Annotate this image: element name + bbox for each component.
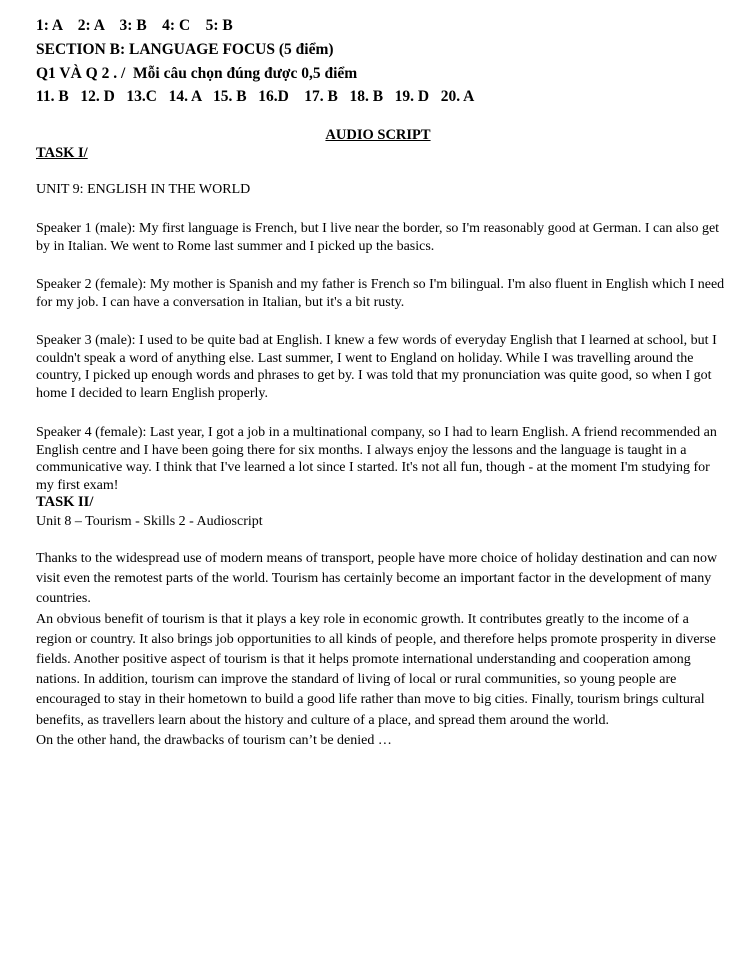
answer-key-line-2: 11. B 12. D 13.C 14. A 15. B 16.D 17. B 18. B 19. D 20. A [36, 88, 475, 105]
task-1-heading: TASK I/ [36, 145, 88, 161]
tourism-paragraph-1: Thanks to the widespread use of modern means of transport, people have more choice of holiday destination and can now visit even the remotest parts of the world. Tourism has certainly become an important factor in the development of many countries. [36, 551, 718, 607]
answer-key-line-1: 1: A 2: A 3: B 4: C 5: B [36, 17, 233, 34]
section-b-heading: SECTION B: LANGUAGE FOCUS (5 điểm) [36, 41, 334, 58]
speaker-2-text: Speaker 2 (female): My mother is Spanish and my father is French so I'm bilingual. I'm also fluent in English which I need for my job. I can have a conversation in Italian, but it's a bit rusty. [36, 277, 725, 310]
tourism-audioscript [36, 549, 726, 751]
audio-script-title: AUDIO SCRIPT [325, 127, 431, 143]
speaker-1-text: Speaker 1 (male): My first language is French, but I live near the border, so I'm reasonably good at German. I can also get by in Italian. We went to Rome last summer and I picked up the basics. [36, 221, 720, 254]
tourism-paragraph-3: On the other hand, the drawbacks of tourism can’t be denied … [36, 732, 392, 748]
speaker-4-text: Speaker 4 (female): Last year, I got a job in a multinational company, so I had to learn English. A friend recommended an English centre and I have been going there for six months. I always enjoy the lessons and the language is taught in a communicative way. I think that I've learned a lot since I started. It's not all fun, though - at the moment I'm studying for my first exam! [36, 425, 717, 493]
scoring-note: Q1 VÀ Q 2 . / Mỗi câu chọn đúng được 0,5 điểm [36, 65, 358, 82]
speaker-3-text: Speaker 3 (male): I used to be quite bad at English. I knew a few words of everyday English that I learned at school, but I couldn't speak a word of anything else. Last summer, I went to England on holiday. While I was travelling around the country, I picked up enough words and phrases to get by. I was told that my pronunciation was quite good, so when I got home I decided to learn English properly. [36, 333, 717, 401]
tourism-paragraph-2: An obvious benefit of tourism is that it plays a key role in economic growth. It contributes greatly to the income of a region or country. It also brings job opportunities to all kinds of people, and therefore helps promote prosperity in diverse fields. Another positive aspect of tourism is that it helps promote international understanding and cooperation among nations. In addition, tourism can improve the standard of living of local or rural communities, so young people are encouraged to stay in their hometown to build a good life rather than move to big cities. Finally, tourism brings cultural benefits, as travellers learn about the history and culture of a place, and spread them around the world. [36, 611, 716, 728]
unit-8-title: Unit 8 – Tourism - Skills 2 - Audioscript [36, 514, 263, 529]
unit-9-title: UNIT 9: ENGLISH IN THE WORLD [36, 182, 251, 197]
task-2-heading: TASK II/ [36, 494, 94, 510]
